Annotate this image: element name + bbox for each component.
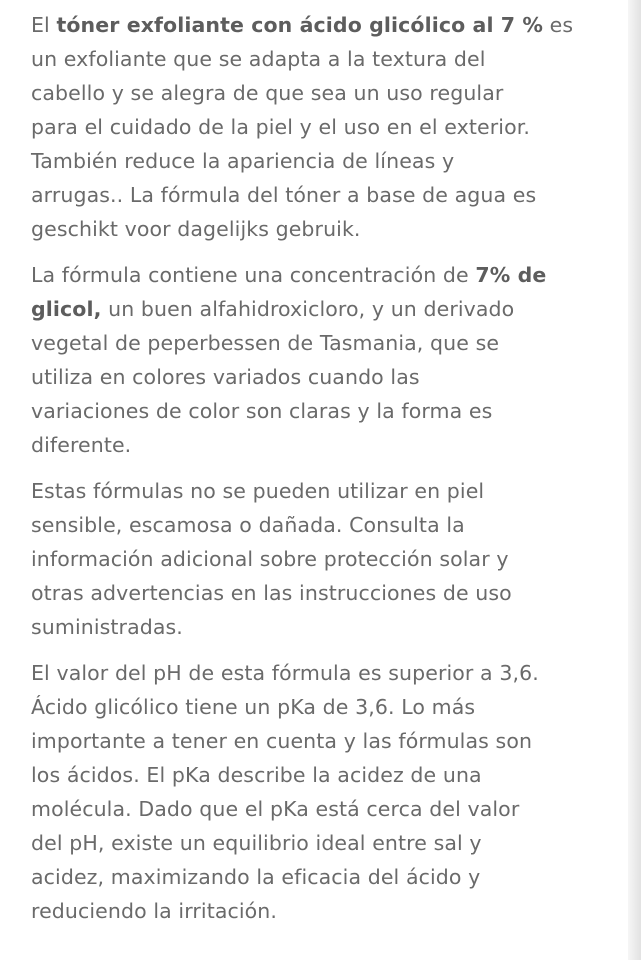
text-line: molécula. Dado que el pKa está cerca del valor <box>31 797 520 821</box>
text-line: variaciones de color son claras y la forma es <box>31 399 493 423</box>
page-edge-shadow <box>628 0 641 960</box>
text-line: También reduce la apariencia de líneas y <box>31 149 455 173</box>
text-line: información adicional sobre protección solar y <box>31 547 509 571</box>
paragraph-formula <box>31 258 591 462</box>
text-line: importante a tener en cuenta y las fórmulas son <box>31 729 533 753</box>
bold-concentration: 7% de <box>475 263 547 287</box>
text-run: La fórmula contiene una concentración de <box>31 263 476 287</box>
text-line: para el cuidado de la piel y el uso en el exterior. <box>31 115 530 139</box>
text-line: diferente. <box>31 433 132 457</box>
text-line: reduciendo la irritación. <box>31 899 278 923</box>
text-line <box>31 258 591 292</box>
paragraph-warnings <box>31 474 591 644</box>
text-line: arrugas.. La fórmula del tóner a base de agua es <box>31 183 537 207</box>
paragraph-ph <box>31 656 591 928</box>
text-line: suministradas. <box>31 615 183 639</box>
text-line: los ácidos. El pKa describe la acidez de una <box>31 763 482 787</box>
text-line: vegetal de peperbessen de Tasmania, que se <box>31 331 500 355</box>
text-line: Estas fórmulas no se pueden utilizar en piel <box>31 479 485 503</box>
text-line: utiliza en colores variados cuando las <box>31 365 420 389</box>
text-line: geschikt voor dagelijks gebruik. <box>31 217 361 241</box>
article-body <box>31 8 591 940</box>
text-line <box>31 292 591 326</box>
text-line: un exfoliante que se adapta a la textura del <box>31 47 486 71</box>
text-line: del pH, existe un equilibrio ideal entre sal y <box>31 831 482 855</box>
paragraph-intro <box>31 8 591 246</box>
text-line: Ácido glicólico tiene un pKa de 3,6. Lo más <box>31 695 476 719</box>
text-run: es <box>543 13 574 37</box>
text-line: cabello y se alegra de que sea un uso regular <box>31 81 504 105</box>
text-run: El <box>31 13 57 37</box>
text-line: acidez, maximizando la eficacia del ácido y <box>31 865 481 889</box>
bold-product-name: tóner exfoliante con ácido glicólico al 7 % <box>56 13 544 37</box>
text-line: El valor del pH de esta fórmula es superior a 3,6. <box>31 661 539 685</box>
text-line <box>31 8 591 42</box>
bold-concentration: glicol, <box>31 297 102 321</box>
text-line: otras advertencias en las instrucciones de uso <box>31 581 512 605</box>
text-run: un buen alfahidroxicloro, y un derivado <box>101 297 515 321</box>
text-line: sensible, escamosa o dañada. Consulta la <box>31 513 465 537</box>
